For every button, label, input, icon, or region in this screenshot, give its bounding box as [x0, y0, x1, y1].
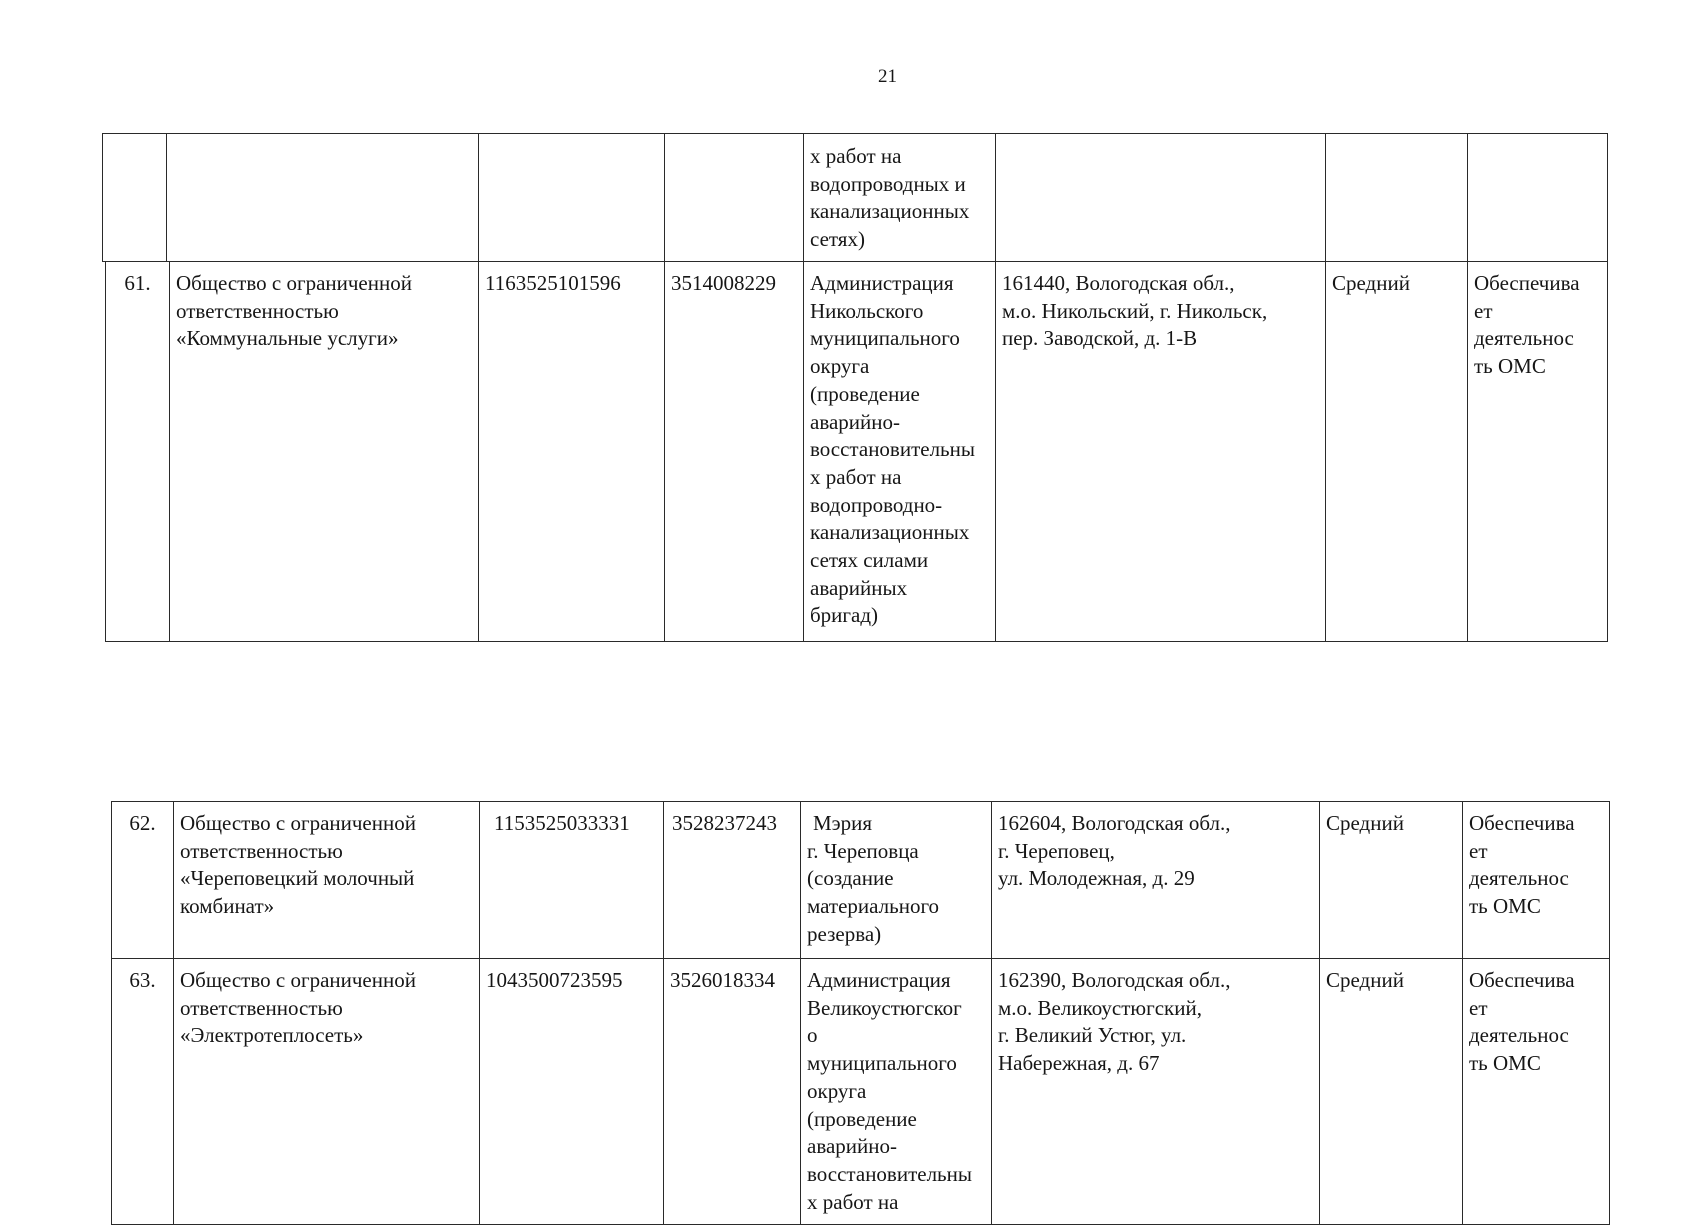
government-body-line: восстановительны [810, 437, 975, 462]
ogrn-cell: 1153525033331 [480, 802, 664, 959]
government-body-line: (проведение [810, 381, 920, 406]
address-line: ул. Молодежная, д. 29 [998, 866, 1195, 891]
organization-line: ответственностью [180, 995, 343, 1020]
organization-line: «Коммунальные услуги» [176, 326, 399, 351]
inn-cell [665, 134, 804, 262]
note-line: ет [1474, 298, 1493, 323]
government-body-line: х работ на [807, 1189, 899, 1214]
government-body-line: сетях) [810, 227, 865, 252]
note-line: Обеспечива [1469, 811, 1575, 835]
government-body-line: аварийных [810, 575, 908, 600]
government-body-line: х работ на [810, 464, 902, 489]
government-body-line: канализационных [810, 199, 970, 224]
organization-cell [174, 959, 480, 1225]
table-row [103, 134, 1608, 262]
address-line: пер. Заводской, д. 1-В [1002, 326, 1198, 351]
government-body-line: х работ на [810, 144, 902, 168]
government-body-line: (создание [807, 866, 894, 891]
note-cell [1468, 134, 1608, 262]
government-body-line: Великоустюгског [807, 995, 962, 1020]
government-body-cell [804, 134, 996, 262]
address-cell [996, 134, 1326, 262]
address-cell [992, 959, 1320, 1225]
organization-cell [170, 262, 479, 642]
organization-line: ответственностью [180, 838, 343, 863]
government-body-line: округа [807, 1078, 867, 1103]
row-number-cell: 62. [112, 802, 174, 959]
table-row [112, 802, 1610, 959]
note-line: Обеспечива [1474, 271, 1580, 295]
organization-line: комбинат» [180, 894, 275, 919]
address-line: Набережная, д. 67 [998, 1051, 1160, 1076]
ogrn-cell: 1163525101596 [479, 262, 665, 642]
government-body-line: бригад) [810, 603, 879, 628]
government-body-line: Мэрия [813, 811, 873, 835]
ogrn-cell [479, 134, 665, 262]
address-line: 162390, Вологодская обл., [998, 968, 1231, 992]
government-body-line: (проведение [807, 1106, 917, 1131]
address-cell [992, 802, 1320, 959]
organization-line: Общество с ограниченной [180, 968, 416, 992]
risk-category-cell: Средний [1326, 262, 1468, 642]
registry-table-rows-62-63 [111, 801, 1610, 1225]
note-line: ть ОМС [1469, 1051, 1541, 1076]
organization-line: «Электротеплосеть» [180, 1023, 364, 1048]
government-body-line: материального [807, 894, 940, 919]
note-cell [1468, 262, 1608, 642]
government-body-line: муниципального [807, 1051, 957, 1076]
government-body-line: Администрация [810, 271, 954, 295]
government-body-line: г. Череповца [807, 838, 919, 863]
government-body-line: водопроводных и [810, 171, 966, 196]
organization-line: «Череповецкий молочный [180, 866, 415, 891]
government-body-line: резерва) [807, 921, 882, 946]
organization-line: Общество с ограниченной [176, 271, 412, 295]
government-body-line: аварийно- [807, 1134, 897, 1159]
government-body-cell [801, 959, 992, 1225]
government-body-line: канализационных [810, 520, 970, 545]
government-body-line: Администрация [807, 968, 951, 992]
address-line: м.о. Никольский, г. Никольск, [1002, 298, 1268, 323]
row-number-cell: 63. [112, 959, 174, 1225]
row-number-cell [103, 134, 167, 262]
note-line: деятельнос [1469, 1023, 1569, 1048]
organization-line: ответственностью [176, 298, 339, 323]
organization-cell [167, 134, 479, 262]
address-cell [996, 262, 1326, 642]
address-line: 161440, Вологодская обл., [1002, 271, 1235, 295]
government-body-line: о [807, 1023, 818, 1048]
address-line: г. Великий Устюг, ул. [998, 1023, 1187, 1048]
registry-table-continuation [102, 133, 1608, 262]
table-row [106, 262, 1608, 642]
row-number-cell: 61. [106, 262, 170, 642]
registry-table-row-61 [105, 261, 1608, 642]
inn-cell: 3514008229 [665, 262, 804, 642]
ogrn-cell: 1043500723595 [480, 959, 664, 1225]
inn-cell: 3528237243 [664, 802, 801, 959]
note-line: деятельнос [1469, 866, 1569, 891]
government-body-cell [804, 262, 996, 642]
address-line: г. Череповец, [998, 838, 1115, 863]
note-line: ет [1469, 995, 1488, 1020]
government-body-cell [801, 802, 992, 959]
note-line: ть ОМС [1469, 894, 1541, 919]
government-body-line: Никольского [810, 298, 924, 323]
organization-cell [174, 802, 480, 959]
government-body-line: округа [810, 354, 870, 379]
note-line: ть ОМС [1474, 354, 1546, 379]
risk-category-cell: Средний [1320, 959, 1463, 1225]
note-line: деятельнос [1474, 326, 1574, 351]
government-body-line: восстановительны [807, 1161, 972, 1186]
risk-category-cell: Средний [1320, 802, 1463, 959]
inn-cell: 3526018334 [664, 959, 801, 1225]
page-number: 21 [878, 66, 897, 87]
note-cell [1463, 959, 1610, 1225]
table-row [112, 959, 1610, 1225]
government-body-line: аварийно- [810, 409, 900, 434]
note-cell [1463, 802, 1610, 959]
risk-category-cell [1326, 134, 1468, 262]
note-line: Обеспечива [1469, 968, 1575, 992]
address-line: м.о. Великоустюгский, [998, 995, 1202, 1020]
government-body-line: муниципального [810, 326, 960, 351]
organization-line: Общество с ограниченной [180, 811, 416, 835]
government-body-line: водопроводно- [810, 492, 943, 517]
government-body-line: сетях силами [810, 548, 929, 573]
address-line: 162604, Вологодская обл., [998, 811, 1231, 835]
note-line: ет [1469, 838, 1488, 863]
